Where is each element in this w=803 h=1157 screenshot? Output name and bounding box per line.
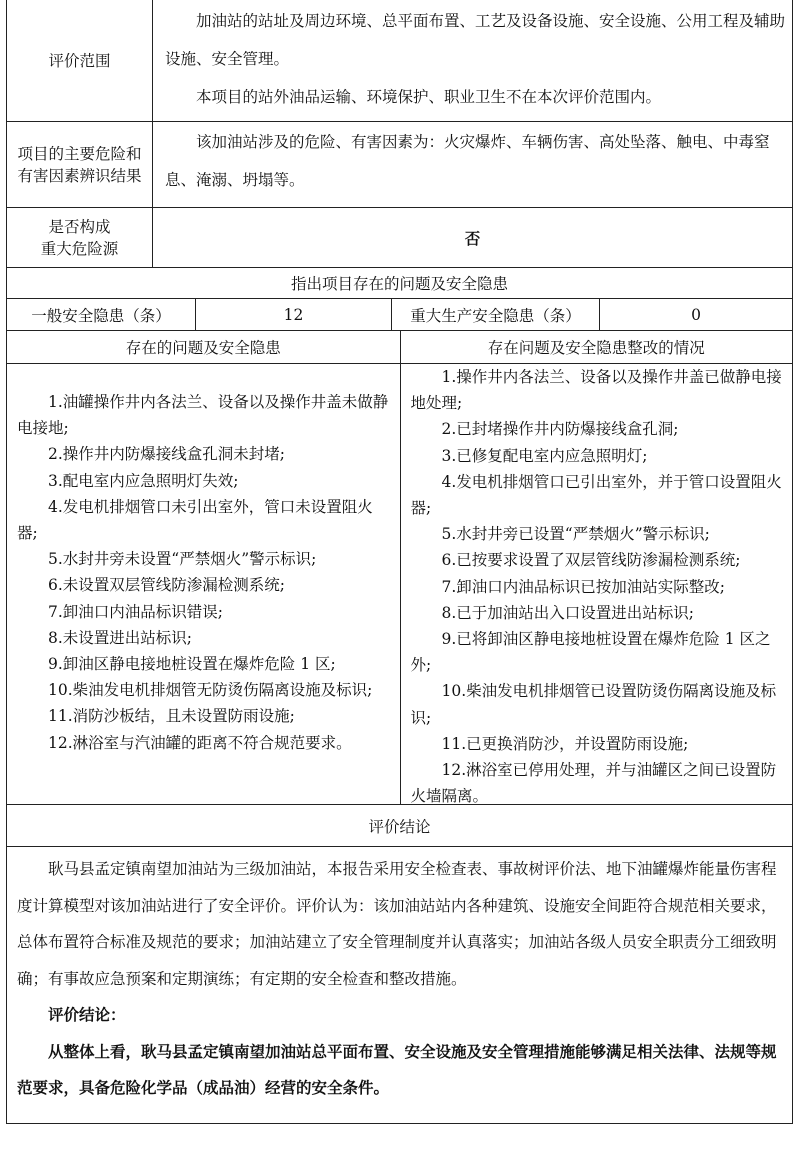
rectification-item: 5.水封井旁已设置“严禁烟火”警示标识; [441,525,710,544]
problem-item: 11.消防沙板结，且未设置防雨设施; [48,707,295,726]
major-hazard-label-line1: 是否构成 [48,217,111,236]
rectification-item: 8.已于加油站出入口设置进出站标识; [441,603,695,622]
issues-header: 指出项目存在的问题及安全隐患 [7,268,792,299]
problems-column-header: 存在的问题及安全隐患 [125,339,281,357]
columns-header-row [7,331,792,364]
rectification-list [400,364,793,804]
hazards-content [152,122,792,207]
problem-item: 9.卸油区静电接地桩设置在爆炸危险 1 区; [48,655,336,674]
major-hazard-row [7,208,792,268]
general-hazard-count: 12 [195,299,391,330]
rectification-item: 3.已修复配电室内应急照明灯; [441,446,648,465]
conclusion-subheading: 评价结论： [48,1005,126,1024]
scope-row [7,0,792,122]
conclusion-row [7,847,792,1124]
rectification-item: 12.淋浴室已停用处理，并与油罐区之间已设置防火墙隔离。 [410,761,777,806]
rectification-item: 2.已封堵操作井内防爆接线盒孔洞; [441,420,679,439]
hazards-row [7,122,792,208]
counts-row [7,299,792,331]
major-hazard-label-line2: 重大危险源 [40,239,119,258]
scope-label: 评价范围 [48,51,111,70]
rectification-item: 11.已更换消防沙，并设置防雨设施; [441,734,689,753]
hazards-label: 项目的主要危险和有害因素辨识结果 [17,144,142,185]
problem-item: 4.发电机排烟管口未引出室外，管口未设置阻火器; [17,497,373,543]
conclusion-header: 评价结论 [7,805,792,847]
rectification-item: 6.已按要求设置了双层管线防渗漏检测系统; [441,551,741,570]
rectification-column-header: 存在问题及安全隐患整改的情况 [400,331,793,363]
problem-item: 1.油罐操作井内各法兰、设备以及操作井盖未做静电接地; [17,393,389,438]
major-hazard-count: 0 [599,299,792,330]
scope-paragraph: 本项目的站外油品运输、环境保护、职业卫生不在本次评价范围内。 [196,88,662,106]
scope-paragraph: 加油站的站址及周边环境、总平面布置、工艺及设备设施、安全设施、公用工程及辅助设施、安全管理。 [165,12,786,68]
rectification-item: 9.已将卸油区静电接地桩设置在爆炸危险 1 区之外; [410,630,771,675]
general-hazard-label: 一般安全隐患（条） [31,306,171,325]
rectification-item: 4.发电机排烟管口已引出室外，并于管口设置阻火器; [410,472,782,518]
major-hazard-count-label: 重大生产安全隐患（条） [391,299,599,330]
conclusion-paragraph: 耿马县孟定镇南望加油站为三级加油站，本报告采用安全检查表、事故树评价法、地下油罐爆炸能量伤害程度计算模型对该加油站进行了安全评价。评价认为：该加油站站内各种建筑、设施安全间距符合规范相关要求，总体布置符合标准及规范的要求；加油站建立了安全管理制度并认真落实；加油站各级人员安全职责分工细致明确；有事故应急预案和定期演练；有定期的安全检查和整改措施。 [17,860,777,988]
hazards-text: 该加油站涉及的危险、有害因素为：火灾爆炸、车辆伤害、高处坠落、触电、中毒窒息、淹溺、坍塌等。 [165,133,770,189]
problem-item: 2.操作井内防爆接线盒孔洞未封堵; [48,445,286,464]
evaluation-table [6,0,793,1124]
rectification-item: 10.柴油发电机排烟管已设置防烫伤隔离设施及标识; [410,682,777,727]
problem-item: 5.水封井旁未设置“严禁烟火”警示标识; [48,550,317,569]
problem-item: 6.未设置双层管线防渗漏检测系统; [48,576,286,595]
problem-item: 3.配电室内应急照明灯失效; [48,471,239,490]
problem-item: 10.柴油发电机排烟管无防烫伤隔离设施及标识; [48,681,373,700]
conclusion-final: 从整体上看，耿马县孟定镇南望加油站总平面布置、安全设施及安全管理措施能够满足相关法律、法规等规范要求，具备危险化学品（成品油）经营的安全条件。 [17,1041,777,1097]
problem-item: 7.卸油口内油品标识错误; [48,602,224,621]
major-hazard-value: 否 [152,208,792,267]
problem-item: 12.淋浴室与汽油罐的距离不符合规范要求。 [48,733,352,752]
rectification-item: 7.卸油口内油品标识已按加油站实际整改; [441,577,726,596]
conclusion-body [7,847,792,1123]
scope-content [152,0,792,121]
problems-list [7,364,400,804]
lists-row [7,364,792,805]
major-hazard-label [7,208,152,267]
rectification-item: 1.操作井内各法兰、设备以及操作井盖已做静电接地处理; [410,368,782,413]
problem-item: 8.未设置进出站标识; [48,628,193,647]
